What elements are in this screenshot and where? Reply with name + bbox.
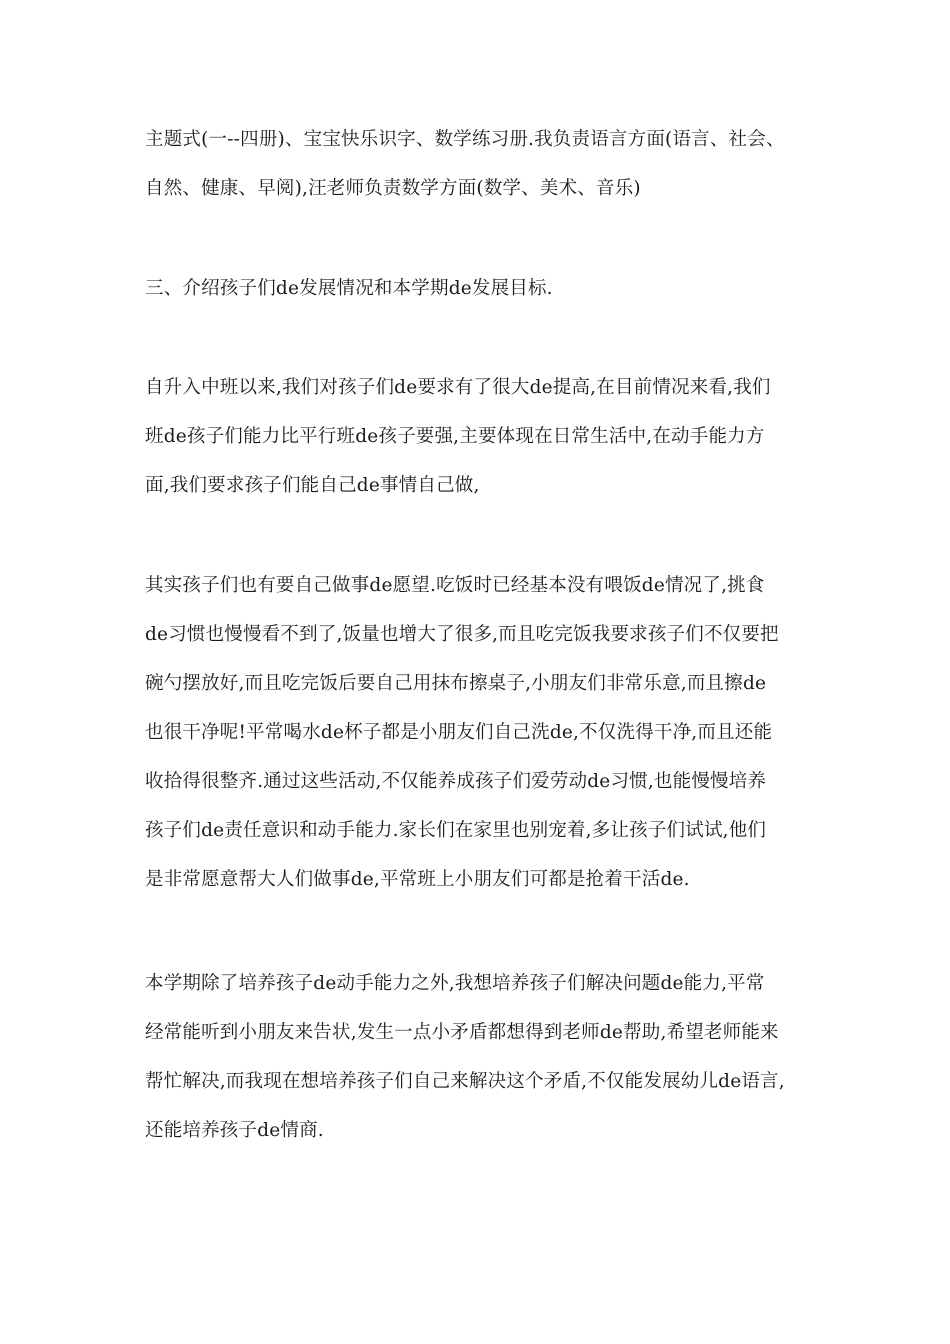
paragraph-4-line-6: 孩子们de责任意识和动手能力.家长们在家里也别宠着,多让孩子们试试,他们 [145,820,767,841]
paragraph-1-line-2: 自然、健康、早阅),汪老师负责数学方面(数学、美术、音乐) [145,178,641,199]
paragraph-5-line-1: 本学期除了培养孩子de动手能力之外,我想培养孩子们解决问题de能力,平常 [145,973,765,994]
paragraph-5-line-2: 经常能听到小朋友来告状,发生一点小矛盾都想得到老师de帮助,希望老师能来 [145,1022,779,1043]
section-heading-3: 三、介绍孩子们de发展情况和本学期de发展目标. [145,278,553,299]
paragraph-5-line-3: 帮忙解决,而我现在想培养孩子们自己来解决这个矛盾,不仅能发展幼儿de语言, [145,1071,785,1092]
paragraph-5-line-4: 还能培养孩子de情商. [145,1120,324,1141]
paragraph-3-line-1: 自升入中班以来,我们对孩子们de要求有了很大de提高,在目前情况来看,我们 [145,377,771,398]
paragraph-4-line-2: de习惯也慢慢看不到了,饭量也增大了很多,而且吃完饭我要求孩子们不仅要把 [145,624,779,645]
paragraph-3-line-2: 班de孩子们能力比平行班de孩子要强,主要体现在日常生活中,在动手能力方 [145,426,765,447]
paragraph-4-line-5: 收拾得很整齐.通过这些活动,不仅能养成孩子们爱劳动de习惯,也能慢慢培养 [145,771,767,792]
paragraph-4-line-1: 其实孩子们也有要自己做事de愿望.吃饭时已经基本没有喂饭de情况了,挑食 [145,575,765,596]
paragraph-4-line-4: 也很干净呢!平常喝水de杯子都是小朋友们自己洗de,不仅洗得干净,而且还能 [145,722,773,743]
paragraph-3-line-3: 面,我们要求孩子们能自己de事情自己做, [145,475,480,496]
paragraph-4-line-7: 是非常愿意帮大人们做事de,平常班上小朋友们可都是抢着干活de. [145,869,690,890]
paragraph-1-line-1: 主题式(一--四册)、宝宝快乐识字、数学练习册.我负责语言方面(语言、社会、 [145,129,785,150]
paragraph-4-line-3: 碗勺摆放好,而且吃完饭后要自己用抹布擦桌子,小朋友们非常乐意,而且擦de [145,673,767,694]
